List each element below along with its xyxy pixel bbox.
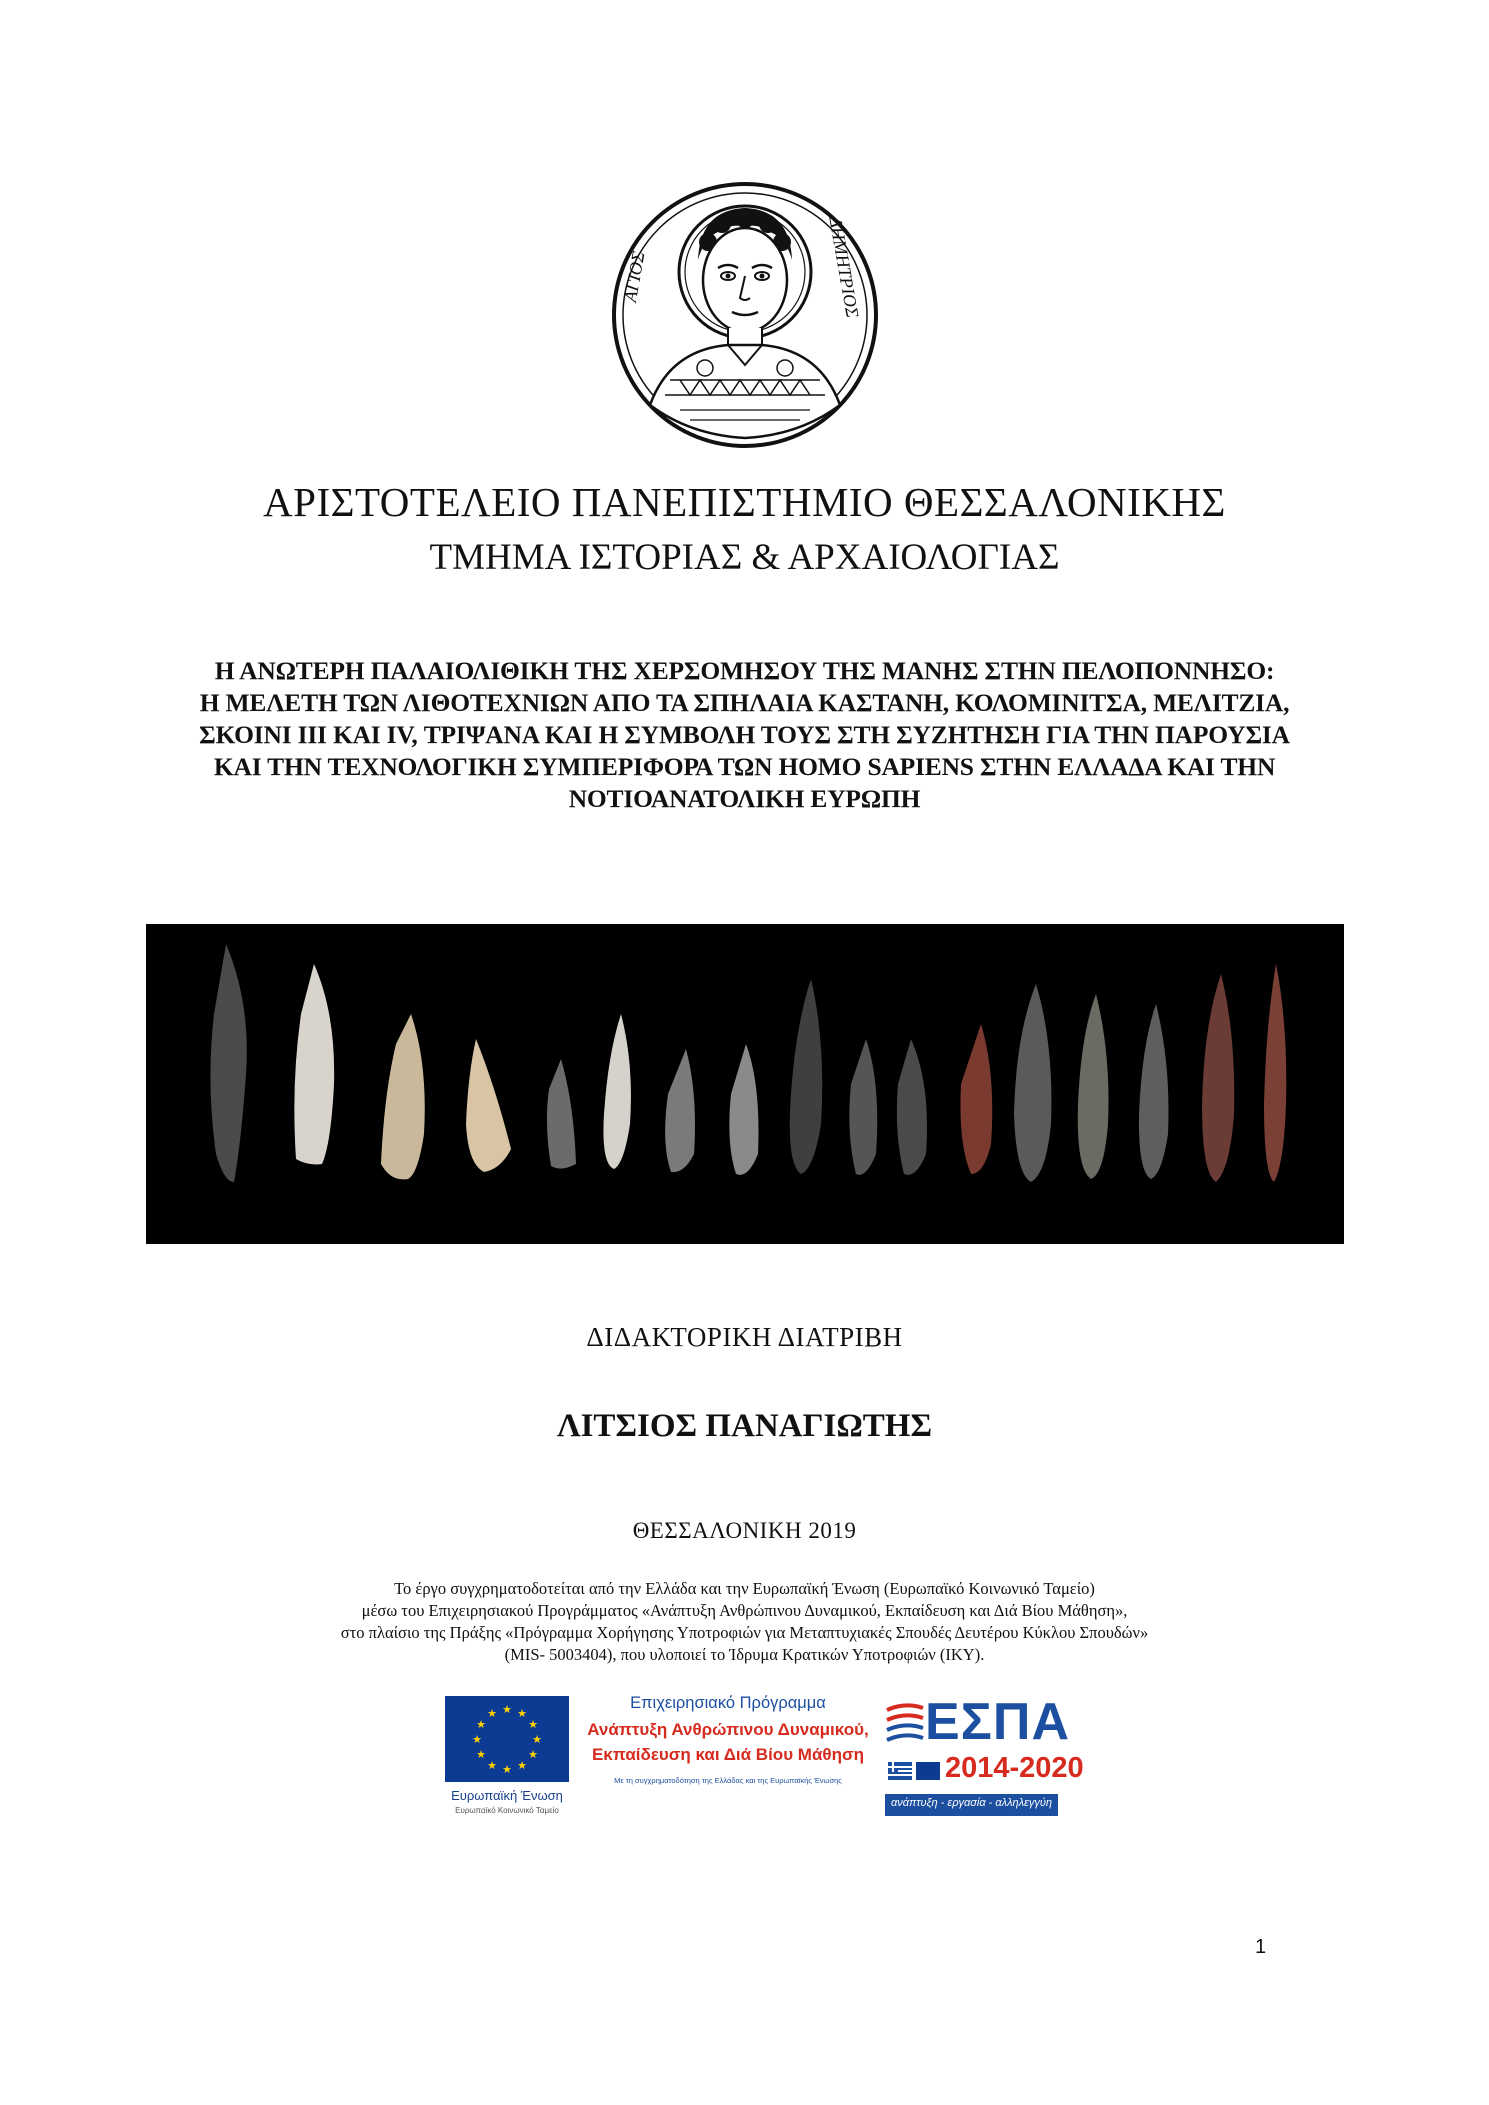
- place-and-year: ΘΕΣΣΑΛΟΝΙΚΗ 2019: [632, 1518, 857, 1543]
- funding-line: μέσω του Επιχειρησιακού Προγράμματος «Ανάπτυξη Ανθρώπινου Δυναμικού, Εκπαίδευση και Διά Βίου Μάθηση»,: [361, 1601, 1128, 1620]
- thesis-title-line: ΝΟΤΙΟΑΝΑΤΟΛΙΚΗ ΕΥΡΩΠΗ: [568, 784, 921, 813]
- svg-text:★: ★: [472, 1733, 482, 1746]
- op-line-3: Εκπαίδευση και Διά Βίου Μάθηση: [591, 1745, 865, 1764]
- svg-text:★: ★: [528, 1718, 538, 1731]
- svg-text:★: ★: [476, 1748, 486, 1761]
- thesis-title: [0, 655, 1489, 815]
- eu-flag-logo: [445, 1696, 569, 1782]
- svg-text:★: ★: [476, 1718, 486, 1731]
- thesis-title-line: ΚΑΙ ΤΗΝ ΤΕΧΝΟΛΟΓΙΚΗ ΣΥΜΠΕΡΙΦΟΡΑ ΤΩΝ HOMO SAPIENS ΣΤΗΝ ΕΛΛΑΔΑ ΚΑΙ ΤΗΝ: [213, 752, 1276, 781]
- greek-eu-flags-icon: [888, 1760, 942, 1782]
- op-line-2: Ανάπτυξη Ανθρώπινου Δυναμικού,: [587, 1720, 869, 1739]
- funding-line: (MIS- 5003404), που υλοποιεί το Ίδρυμα Κρατικών Υποτροφιών (ΙΚΥ).: [504, 1645, 985, 1664]
- svg-text:★: ★: [487, 1759, 497, 1772]
- document-type: ΔΙΔΑΚΤΟΡΙΚΗ ΔΙΑΤΡΙΒΗ: [586, 1322, 903, 1352]
- thesis-title-line: Η ΑΝΩΤΕΡΗ ΠΑΛΑΙΟΛΙΘΙΚΗ ΤΗΣ ΧΕΡΣΟΜΗΣΟΥ ΤΗΣ ΜΑΝΗΣ ΣΤΗΝ ΠΕΛΟΠΟΝΝΗΣΟ:: [214, 656, 1275, 685]
- espa-tagline: ανάπτυξη - εργασία - αλληλεγγύη: [890, 1797, 1053, 1809]
- lithic-artifacts-photo: [146, 924, 1344, 1244]
- department-name: ΤΜΗΜΑ ΙΣΤΟΡΙΑΣ & ΑΡΧΑΙΟΛΟΓΙΑΣ: [429, 537, 1060, 578]
- seal-inscription-right: ΔΗΜΗΤΡΙΟΣ: [825, 215, 863, 320]
- svg-text:★: ★: [502, 1763, 512, 1776]
- funding-line: Το έργο συγχρηματοδοτείται από την Ελλάδα και την Ευρωπαϊκή Ένωση (Ευρωπαϊκό Κοινωνικό Ταμείο): [394, 1579, 1095, 1598]
- eu-caption: Ευρωπαϊκή Ένωση: [451, 1788, 563, 1803]
- espa-logo-title: ΕΣΠΑ: [925, 1693, 1070, 1751]
- svg-text:★: ★: [517, 1707, 527, 1720]
- svg-text:★: ★: [517, 1759, 527, 1772]
- thesis-title-line: ΣΚΟΙΝΙ ΙΙΙ ΚΑΙ IV, ΤΡΙΨΑΝΑ ΚΑΙ Η ΣΥΜΒΟΛΗ ΤΟΥΣ ΣΤΗ ΣΥΖΗΤΗΣΗ ΓΙΑ ΤΗΝ ΠΑΡΟΥΣΙΑ: [199, 720, 1290, 749]
- espa-swoosh-icon: [885, 1700, 925, 1750]
- thesis-title-line: Η ΜΕΛΕΤΗ ΤΩΝ ΛΙΘΟΤΕΧΝΙΩΝ ΑΠΟ ΤΑ ΣΠΗΛΑΙΑ ΚΑΣΤΑΝΗ, ΚΟΛΟΜΙΝΙΤΣΑ, ΜΕΛΙΤΖΙΑ,: [199, 688, 1290, 717]
- funding-statement: [0, 1578, 1489, 1666]
- op-line-4: Με τη συγχρηματοδότηση της Ελλάδας και της Ευρωπαϊκής Ένωσης: [614, 1776, 842, 1785]
- university-name: ΑΡΙΣΤΟΤΕΛΕΙΟ ΠΑΝΕΠΙΣΤΗΜΙΟ ΘΕΣΣΑΛΟΝΙΚΗΣ: [263, 479, 1226, 525]
- svg-text:★: ★: [528, 1748, 538, 1761]
- eu-stars-icon: [445, 1696, 569, 1782]
- seal-inscription-left: ΑΓΙΟΣ: [620, 249, 649, 304]
- eu-subcaption: Ευρωπαϊκό Κοινωνικό Ταμείο: [455, 1806, 559, 1815]
- page-number: 1: [1255, 1936, 1267, 1958]
- author-name: ΛΙΤΣΙΟΣ ΠΑΝΑΓΙΩΤΗΣ: [556, 1408, 933, 1444]
- espa-years: 2014-2020: [945, 1752, 1084, 1784]
- svg-text:★: ★: [487, 1707, 497, 1720]
- op-line-1: Επιχειρησιακό Πρόγραμμα: [630, 1694, 826, 1712]
- funding-line: στο πλαίσιο της Πράξης «Πρόγραμμα Χορήγησης Υποτροφιών για Μεταπτυχιακές Σπουδές Δευτέρου Κύκλου Σπουδών»: [340, 1623, 1149, 1642]
- svg-text:★: ★: [532, 1733, 542, 1746]
- svg-text:★: ★: [502, 1703, 512, 1716]
